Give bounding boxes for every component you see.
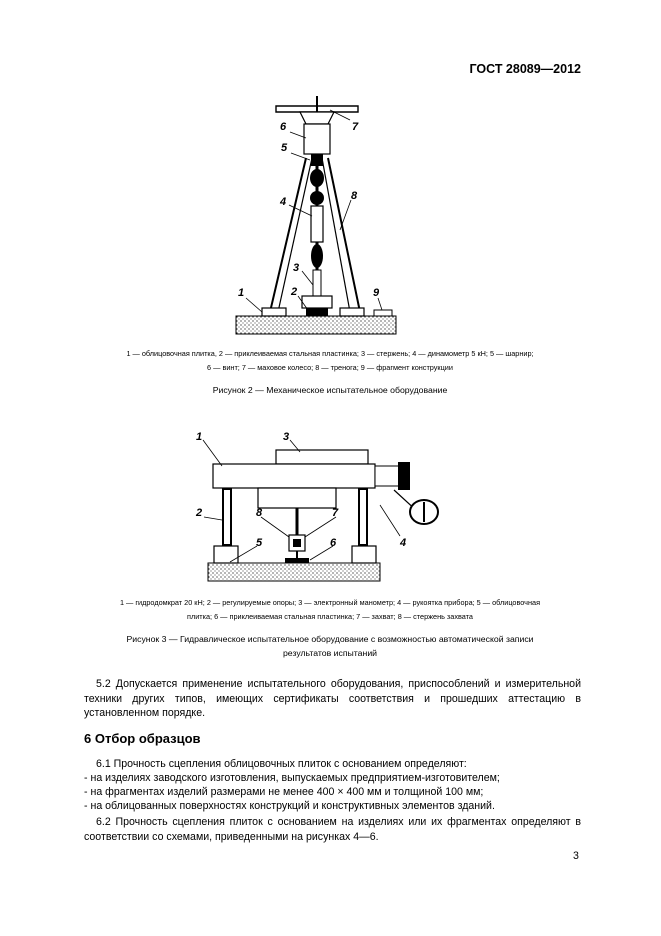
fig2-label-3: 3 [293, 262, 300, 274]
fig3-label-3: 3 [283, 431, 290, 443]
figure-2-legend-line-1: 1 — облицовочная плитка, 2 — приклеиваемая стальная пластинка; 3 — стержень; 4 — динамометр 5 кН; 5 — шарнир; [126, 349, 534, 358]
figure-2-caption: Рисунок 2 — Механическое испытательное оборудование [212, 385, 448, 395]
figure-3-legend [40, 596, 620, 623]
figure-3-hydraulic-equipment [182, 422, 452, 587]
fig2-label-4: 4 [280, 196, 287, 208]
paragraph-5-2: 5.2 Допускается применение испытательного оборудования, приспособлений и измерительной техники других типов, имеющих сертификаты соответствия и прошедших аттестацию в установленном порядке. [84, 678, 581, 719]
figure-3-caption-line-2: результатов испытаний [282, 648, 378, 658]
page-number: 3 [573, 850, 579, 862]
figure-3-caption-line-1: Рисунок 3 — Гидравлическое испытательное оборудование с возможностью автоматической записи [126, 634, 534, 644]
fig3-label-8: 8 [256, 507, 263, 519]
fig2-label-9: 9 [373, 287, 380, 299]
fig2-label-6: 6 [280, 121, 287, 133]
figure-2-legend-line-2: 6 — винт; 7 — маховое колесо; 8 — тренога; 9 — фрагмент конструкции [207, 362, 453, 372]
fig2-label-8: 8 [351, 190, 358, 202]
fig2-label-1: 1 [238, 287, 245, 299]
section-6-heading: 6 Отбор образцов [84, 731, 201, 746]
fig3-label-2: 2 [196, 507, 203, 519]
bullet-item-2: - на фрагментах изделий размерами не менее 400 × 400 мм и толщиной 100 мм; [84, 786, 484, 798]
bullet-item-1: - на изделиях заводского изготовления, выпускаемых предприятием-изготовителем; [84, 772, 500, 784]
fig2-label-2: 2 [291, 286, 298, 298]
paragraph-6-2: 6.2 Прочность сцепления плиток с основанием на изделиях или их фрагментах определяют в соответствии со схемами, приведенными на рисунках 4—6. [84, 816, 581, 843]
figure-3-caption [60, 632, 600, 660]
paragraph-6-1: 6.1 Прочность сцепления облицовочных плиток с основанием определяют: [96, 758, 467, 770]
figure-3-legend-line-1: 1 — гидродомкрат 20 кН; 2 — регулируемые опоры; 3 — электронный манометр; 4 — рукоятка прибора; 5 — облицовочная [119, 598, 541, 607]
fig3-label-1: 1 [196, 431, 203, 443]
fig2-label-7: 7 [352, 121, 359, 133]
bullet-item-3: - на облицованных поверхностях конструкций и конструктивных элементов зданий. [84, 800, 495, 812]
fig3-label-6: 6 [330, 537, 337, 549]
fig2-label-5: 5 [281, 142, 288, 154]
document-code: ГОСТ 28089—2012 [469, 62, 581, 76]
figure-2-legend [40, 347, 620, 374]
fig3-label-5: 5 [256, 537, 263, 549]
fig3-label-4: 4 [400, 537, 407, 549]
figure-2-mechanical-equipment [225, 95, 410, 345]
figure-3-legend-line-2: плитка; 6 — приклеиваемая стальная пластинка; 7 — захват; 8 — стержень захвата [187, 611, 473, 621]
fig3-label-7: 7 [332, 507, 339, 519]
